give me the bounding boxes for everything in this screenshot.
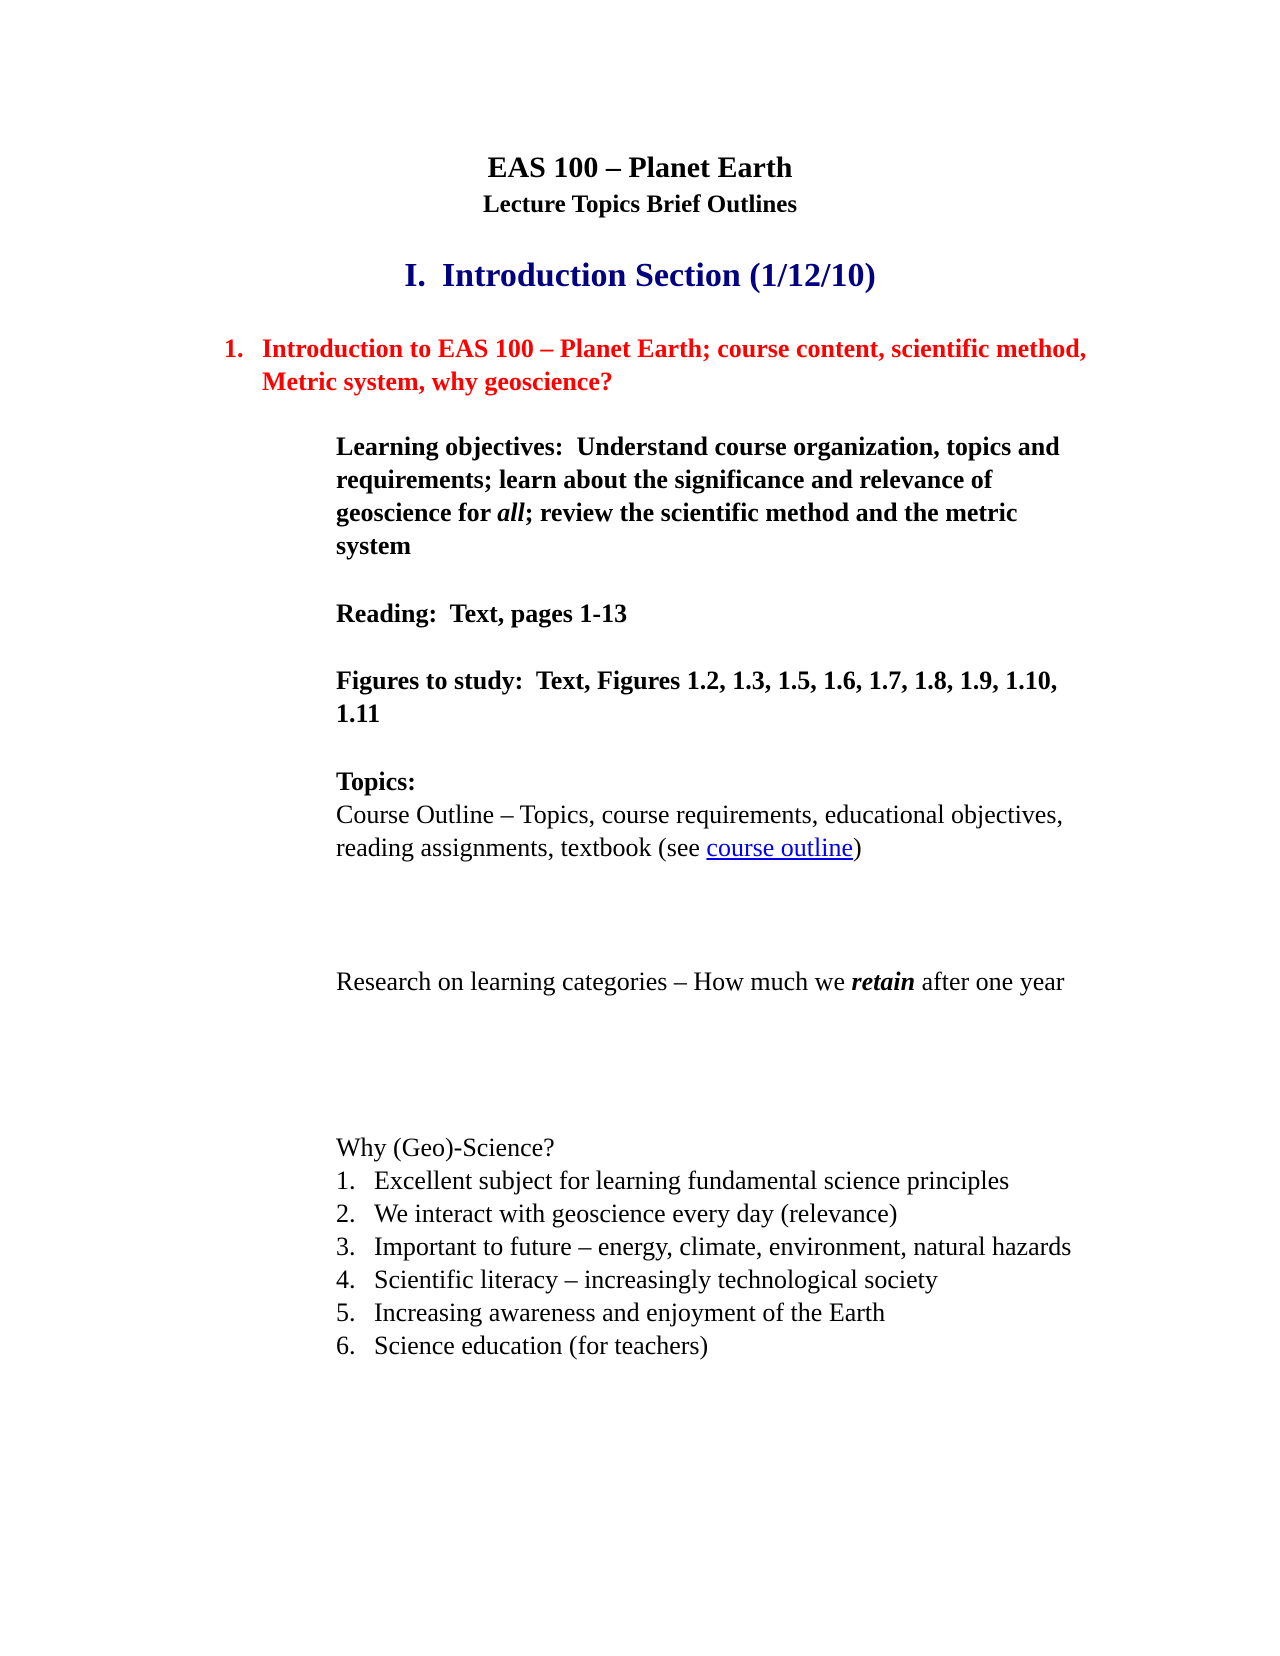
figures-label: Figures to study:	[336, 666, 524, 695]
topics-text	[336, 798, 1096, 864]
section-number: I.	[404, 257, 426, 294]
list-item-number: 6.	[336, 1331, 356, 1360]
document-subtitle: Lecture Topics Brief Outlines	[482, 191, 798, 218]
list-item-text: Science education (for teachers)	[374, 1331, 709, 1360]
reading-label: Reading:	[336, 599, 438, 628]
list-item-number: 5.	[336, 1298, 356, 1327]
objectives-label: Learning objectives:	[336, 432, 564, 461]
reading-assignment	[336, 597, 1096, 630]
reading-text: Text, pages 1-13	[449, 599, 628, 628]
section-title: Introduction Section (1/12/10)	[441, 257, 876, 294]
learning-objectives	[336, 430, 1096, 562]
list-item-number: 2.	[336, 1199, 356, 1228]
list-item	[336, 1263, 1096, 1296]
list-item	[336, 1230, 1096, 1263]
list-item-text: We interact with geoscience every day (relevance)	[374, 1199, 898, 1228]
topic-heading	[224, 332, 1104, 398]
list-item-text: Increasing awareness and enjoyment of the Earth	[374, 1298, 886, 1327]
research-note	[336, 965, 1096, 998]
figures-to-study	[336, 664, 1096, 730]
figures-text: Text, Figures 1.2, 1.3, 1.5, 1.6, 1.7, 1.8, 1.9, 1.10, 1.11	[336, 666, 1058, 728]
list-item	[336, 1329, 1096, 1362]
topics-text-before: Course Outline – Topics, course requirements, educational objectives, reading assignments, textbook (see	[336, 800, 1063, 862]
topics-text-after: )	[853, 833, 862, 862]
section-heading	[0, 255, 1280, 297]
list-item-number: 1.	[336, 1166, 356, 1195]
list-item	[336, 1296, 1096, 1329]
topic-number: 1.	[224, 334, 244, 363]
topics-block	[336, 765, 1096, 864]
list-item-text: Important to future – energy, climate, environment, natural hazards	[374, 1232, 1072, 1261]
topics-label: Topics:	[336, 767, 416, 796]
research-emphasis: retain	[851, 967, 916, 996]
research-text-before: Research on learning categories – How much we	[336, 967, 852, 996]
why-heading: Why (Geo)-Science?	[336, 1133, 555, 1162]
list-item	[336, 1164, 1096, 1197]
document-title: EAS 100 – Planet Earth	[487, 151, 793, 184]
topic-title: Introduction to EAS 100 – Planet Earth; course content, scientific method, Metric system, why geoscience?	[262, 334, 1087, 396]
why-list	[336, 1164, 1096, 1362]
list-item-number: 4.	[336, 1265, 356, 1294]
course-outline-link[interactable]: course outline	[706, 833, 853, 862]
list-item-number: 3.	[336, 1232, 356, 1261]
list-item	[336, 1197, 1096, 1230]
list-item-text: Scientific literacy – increasingly technological society	[374, 1265, 938, 1294]
list-item-text: Excellent subject for learning fundamental science principles	[374, 1166, 1010, 1195]
objectives-emphasis: all	[497, 498, 525, 527]
objectives-text-after: ; review the scientific method and the metric system	[336, 498, 1018, 560]
why-geoscience-block	[336, 1131, 1096, 1362]
research-text-after: after one year	[915, 967, 1065, 996]
objectives-text-before: Understand course organization, topics and requirements; learn about the significance and relevance of geoscience for	[336, 432, 1060, 527]
